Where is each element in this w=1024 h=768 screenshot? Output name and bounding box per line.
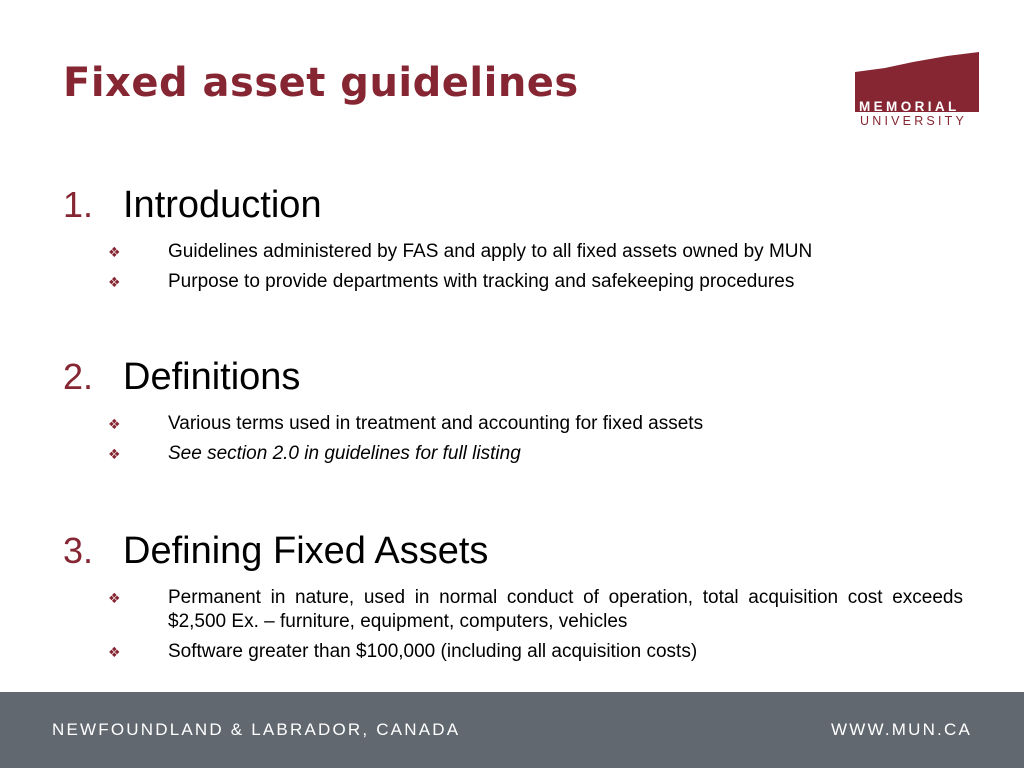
footer-bar bbox=[0, 692, 1024, 768]
footer-website-link[interactable]: WWW.MUN.CA bbox=[831, 720, 972, 739]
bullet-text: Guidelines administered by FAS and apply to all fixed assets owned by MUN bbox=[168, 241, 813, 262]
bullet-diamond-icon: ❖ bbox=[108, 274, 121, 290]
footer-location: NEWFOUNDLAND & LABRADOR, CANADA bbox=[52, 720, 461, 739]
memorial-university-logo bbox=[855, 52, 980, 132]
section-title: Definitions bbox=[123, 356, 301, 398]
logo-text-university: UNIVERSITY bbox=[860, 114, 968, 128]
bullet-text: See section 2.0 in guidelines for full listing bbox=[168, 443, 521, 464]
section-heading bbox=[63, 530, 968, 580]
slide-title: Fixed asset guidelines bbox=[63, 60, 579, 106]
section-number: 3. bbox=[63, 530, 94, 571]
bullet-diamond-icon: ❖ bbox=[108, 244, 121, 260]
section-defining-fixed-assets bbox=[63, 530, 968, 664]
bullet-text: Permanent in nature, used in normal conduct of operation, total acquisition cost exceeds $2,500 Ex. – furniture, equipment, computers, vehicles bbox=[168, 587, 963, 632]
section-heading bbox=[63, 184, 968, 234]
section-heading bbox=[63, 356, 968, 406]
section-title: Defining Fixed Assets bbox=[123, 530, 489, 572]
bullet-item bbox=[63, 412, 968, 436]
bullet-diamond-icon: ❖ bbox=[108, 416, 121, 432]
section-definitions bbox=[63, 356, 968, 466]
bullet-item bbox=[63, 586, 968, 634]
bullet-item bbox=[63, 442, 968, 466]
bullet-item bbox=[63, 240, 968, 264]
bullet-list bbox=[63, 586, 968, 664]
bullet-text: Purpose to provide departments with tracking and safekeeping procedures bbox=[168, 271, 795, 292]
section-introduction bbox=[63, 184, 968, 294]
section-number: 1. bbox=[63, 184, 94, 225]
bullet-text: Various terms used in treatment and accounting for fixed assets bbox=[168, 413, 704, 434]
bullet-text: Software greater than $100,000 (including all acquisition costs) bbox=[168, 641, 698, 662]
slide-content bbox=[63, 184, 968, 664]
logo-text-memorial: MEMORIAL bbox=[859, 99, 960, 114]
bullet-item bbox=[63, 640, 968, 664]
section-number: 2. bbox=[63, 356, 94, 397]
bullet-diamond-icon: ❖ bbox=[108, 446, 121, 462]
bullet-item bbox=[63, 270, 968, 294]
bullet-list bbox=[63, 240, 968, 294]
bullet-list bbox=[63, 412, 968, 466]
bullet-diamond-icon: ❖ bbox=[108, 644, 121, 660]
bullet-diamond-icon: ❖ bbox=[108, 590, 121, 606]
section-title: Introduction bbox=[123, 184, 322, 226]
